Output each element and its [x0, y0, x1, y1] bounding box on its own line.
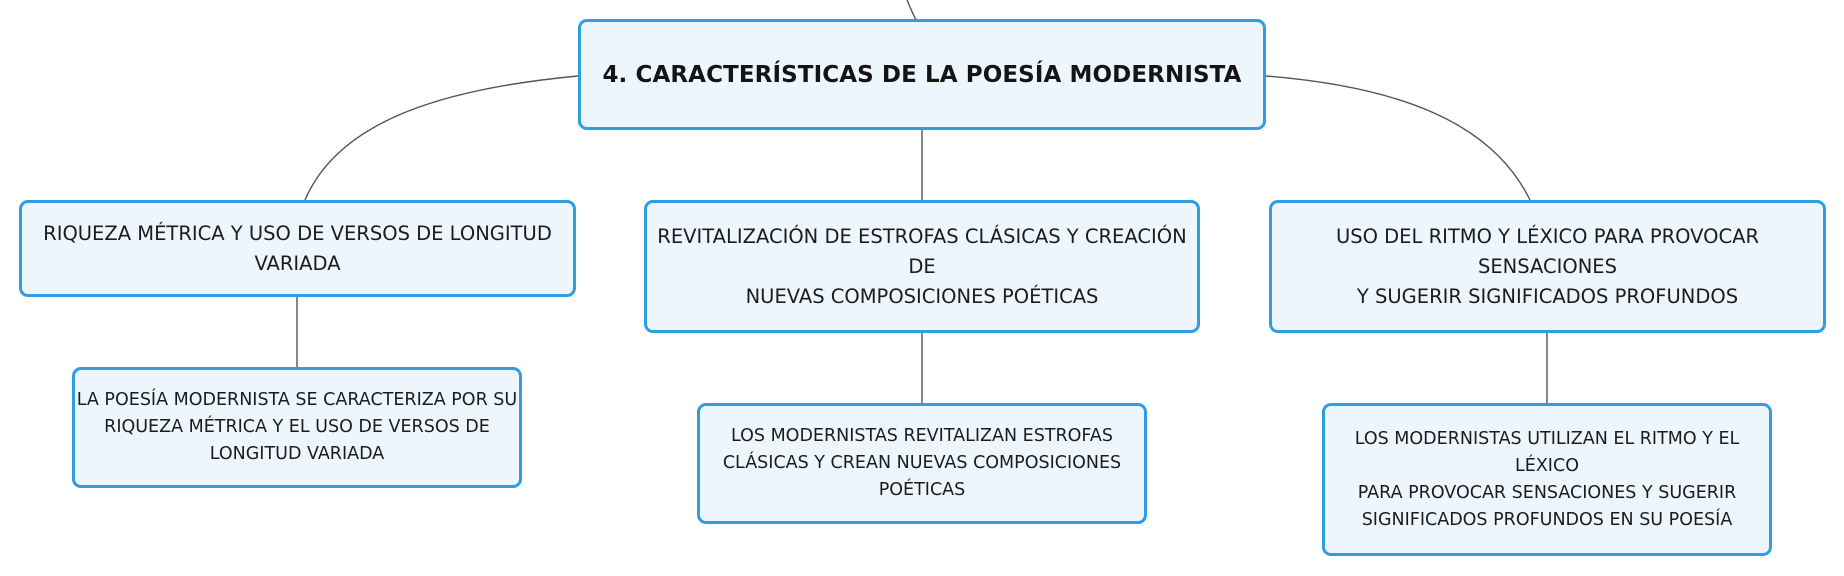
connector-root-to-branch-3 [1266, 76, 1530, 200]
detail-node-metric-richness[interactable] [72, 367, 522, 488]
branch-label-rhythm-lexicon: USO DEL RITMO Y LÉXICO PARA PROVOCAR SENSACIONES Y SUGERIR SIGNIFICADOS PROFUNDOS [1335, 224, 1760, 308]
branch-label-metric-richness: RIQUEZA MÉTRICA Y USO DE VERSOS DE LONGITUD VARIADA [43, 221, 552, 275]
connector-root-to-branch-1 [305, 76, 578, 200]
connector-parent-to-root [907, 0, 916, 20]
detail-node-rhythm-lexicon[interactable] [1322, 403, 1772, 556]
detail-label-rhythm-lexicon: LOS MODERNISTAS UTILIZAN EL RITMO Y EL LÉXICO PARA PROVOCAR SENSACIONES Y SUGERIR SIGNIFICADOS PROFUNDOS EN SU POESÍA [1354, 428, 1740, 530]
detail-node-classical-stanzas[interactable] [697, 403, 1147, 524]
root-topic-label: 4. CARACTERÍSTICAS DE LA POESÍA MODERNISTA [602, 61, 1242, 88]
detail-label-metric-richness: LA POESÍA MODERNISTA SE CARACTERIZA POR SU RIQUEZA MÉTRICA Y EL USO DE VERSOS DE LONGITUD VARIADA [76, 390, 518, 464]
branch-label-classical-stanzas: REVITALIZACIÓN DE ESTROFAS CLÁSICAS Y CREACIÓN DE NUEVAS COMPOSICIONES POÉTICAS [657, 224, 1187, 308]
detail-label-classical-stanzas: LOS MODERNISTAS REVITALIZAN ESTROFAS CLÁSICAS Y CREAN NUEVAS COMPOSICIONES POÉTICAS [722, 426, 1122, 500]
root-topic-node[interactable] [578, 19, 1266, 130]
branch-node-classical-stanzas[interactable] [644, 200, 1200, 333]
branch-node-rhythm-lexicon[interactable] [1269, 200, 1826, 333]
branch-node-metric-richness[interactable] [19, 200, 576, 297]
